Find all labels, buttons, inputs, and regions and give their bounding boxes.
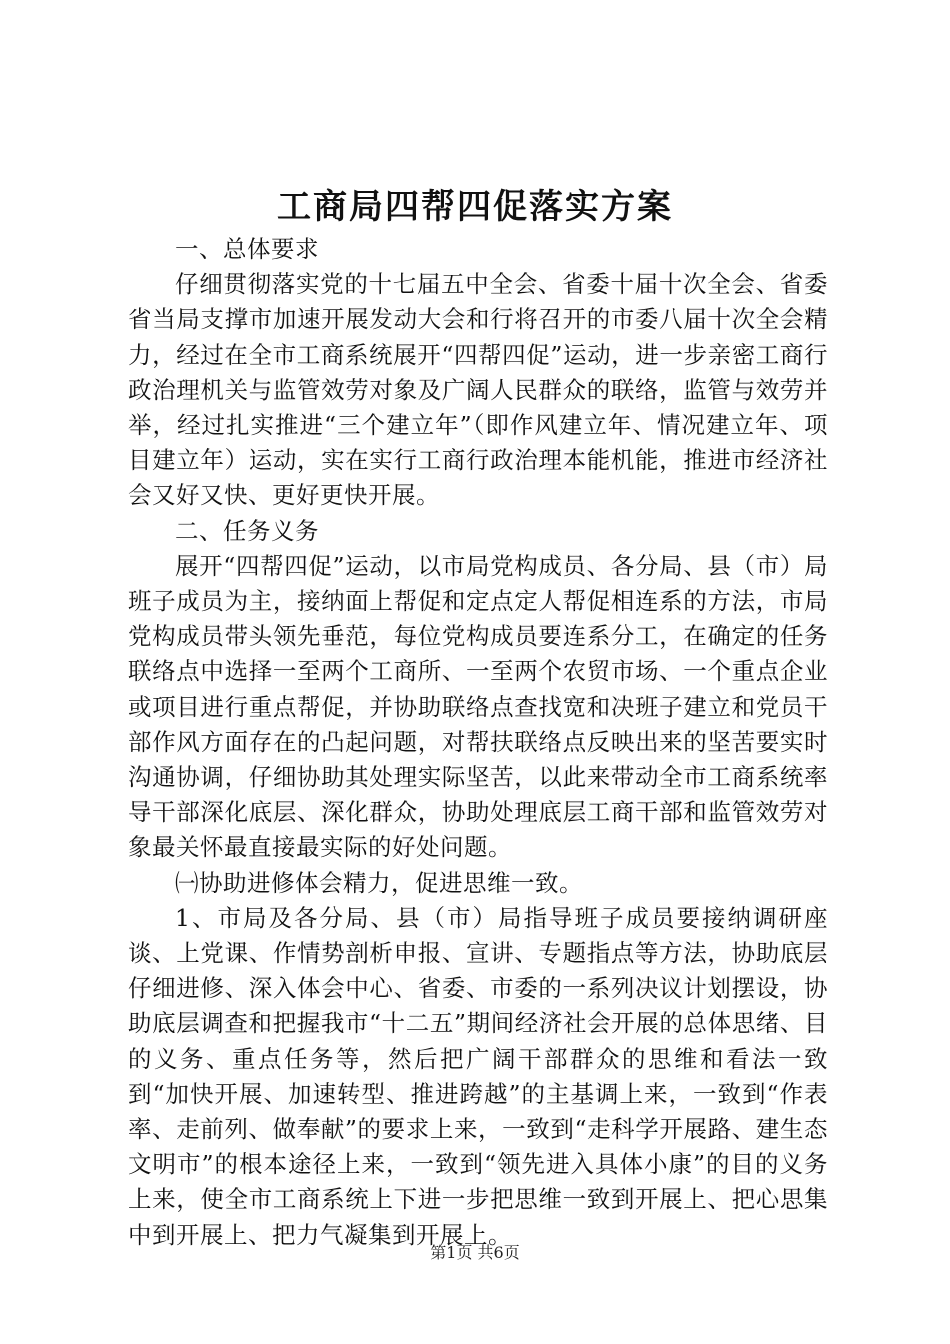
- paragraph-item-1: 1、市局及各分局、县（市）局指导班子成员要接纳调研座谈、上党课、作情势剖析申报、宣讲、专题指点等方法，协助底层仔细进修、深入体会中心、省委、市委的一系列决议计划摆设，协助底层调查和把握我市“十二五”期间经济社会开展的总体思绪、目的义务、重点任务等，然后把广阔干部群众的思维和看法一致到“加快开展、加速转型、推进跨越”的主基调上来，一致到“作表率、走前列、做奉献”的要求上来，一致到“走科学开展路、建生态文明市”的根本途径上来，一致到“领先进入具体小康”的目的义务上来，使全市工商系统上下进一步把思维一致到开展上、把心思集中到开展上、把力气凝集到开展上。: [128, 903, 828, 1249]
- section-heading-tasks: 二、任务义务: [175, 516, 319, 545]
- subsection-heading-1: ㈠协助进修体会精力，促进思维一致。: [175, 868, 583, 897]
- document-title: 工商局四帮四促落实方案: [277, 187, 673, 227]
- document-body: [128, 232, 828, 1253]
- paragraph-tasks: 展开“四帮四促”运动，以市局党构成员、各分局、县（市）局班子成员为主，接纳面上帮促和定点定人帮促相连系的方法，市局党构成员带头领先垂范，每位党构成员要连系分工，在确定的任务联络点中选择一至两个工商所、一至两个农贸市场、一个重点企业或项目进行重点帮促，并协助联络点查找宽和决班子建立和党员干部作风方面存在的凸起问题，对帮扶联络点反映出来的坚苦要实时沟通协调，仔细协助其处理实际坚苦，以此来带动全市工商系统率导干部深化底层、深化群众，协助处理底层工商干部和监管效劳对象最关怀最直接最实际的好处问题。: [128, 551, 828, 862]
- page-footer: 第1页 共6页: [430, 1243, 520, 1262]
- section-heading-general-requirements: 一、总体要求: [175, 235, 319, 263]
- paragraph-general-requirements: 仔细贯彻落实党的十七届五中全会、省委十届十次全会、省委省当局支撑市加速开展发动大会和行将召开的市委八届十次全会精力，经过在全市工商系统展开“四帮四促”运动，进一步亲密工商行政治理机关与监管效劳对象及广阔人民群众的联络，监管与效劳并举，经过扎实推进“三个建立年”（即作风建立年、情况建立年、项目建立年）运动，实在实行工商行政治理本能机能，推进市经济社会又好又快、更好更快开展。: [128, 270, 828, 510]
